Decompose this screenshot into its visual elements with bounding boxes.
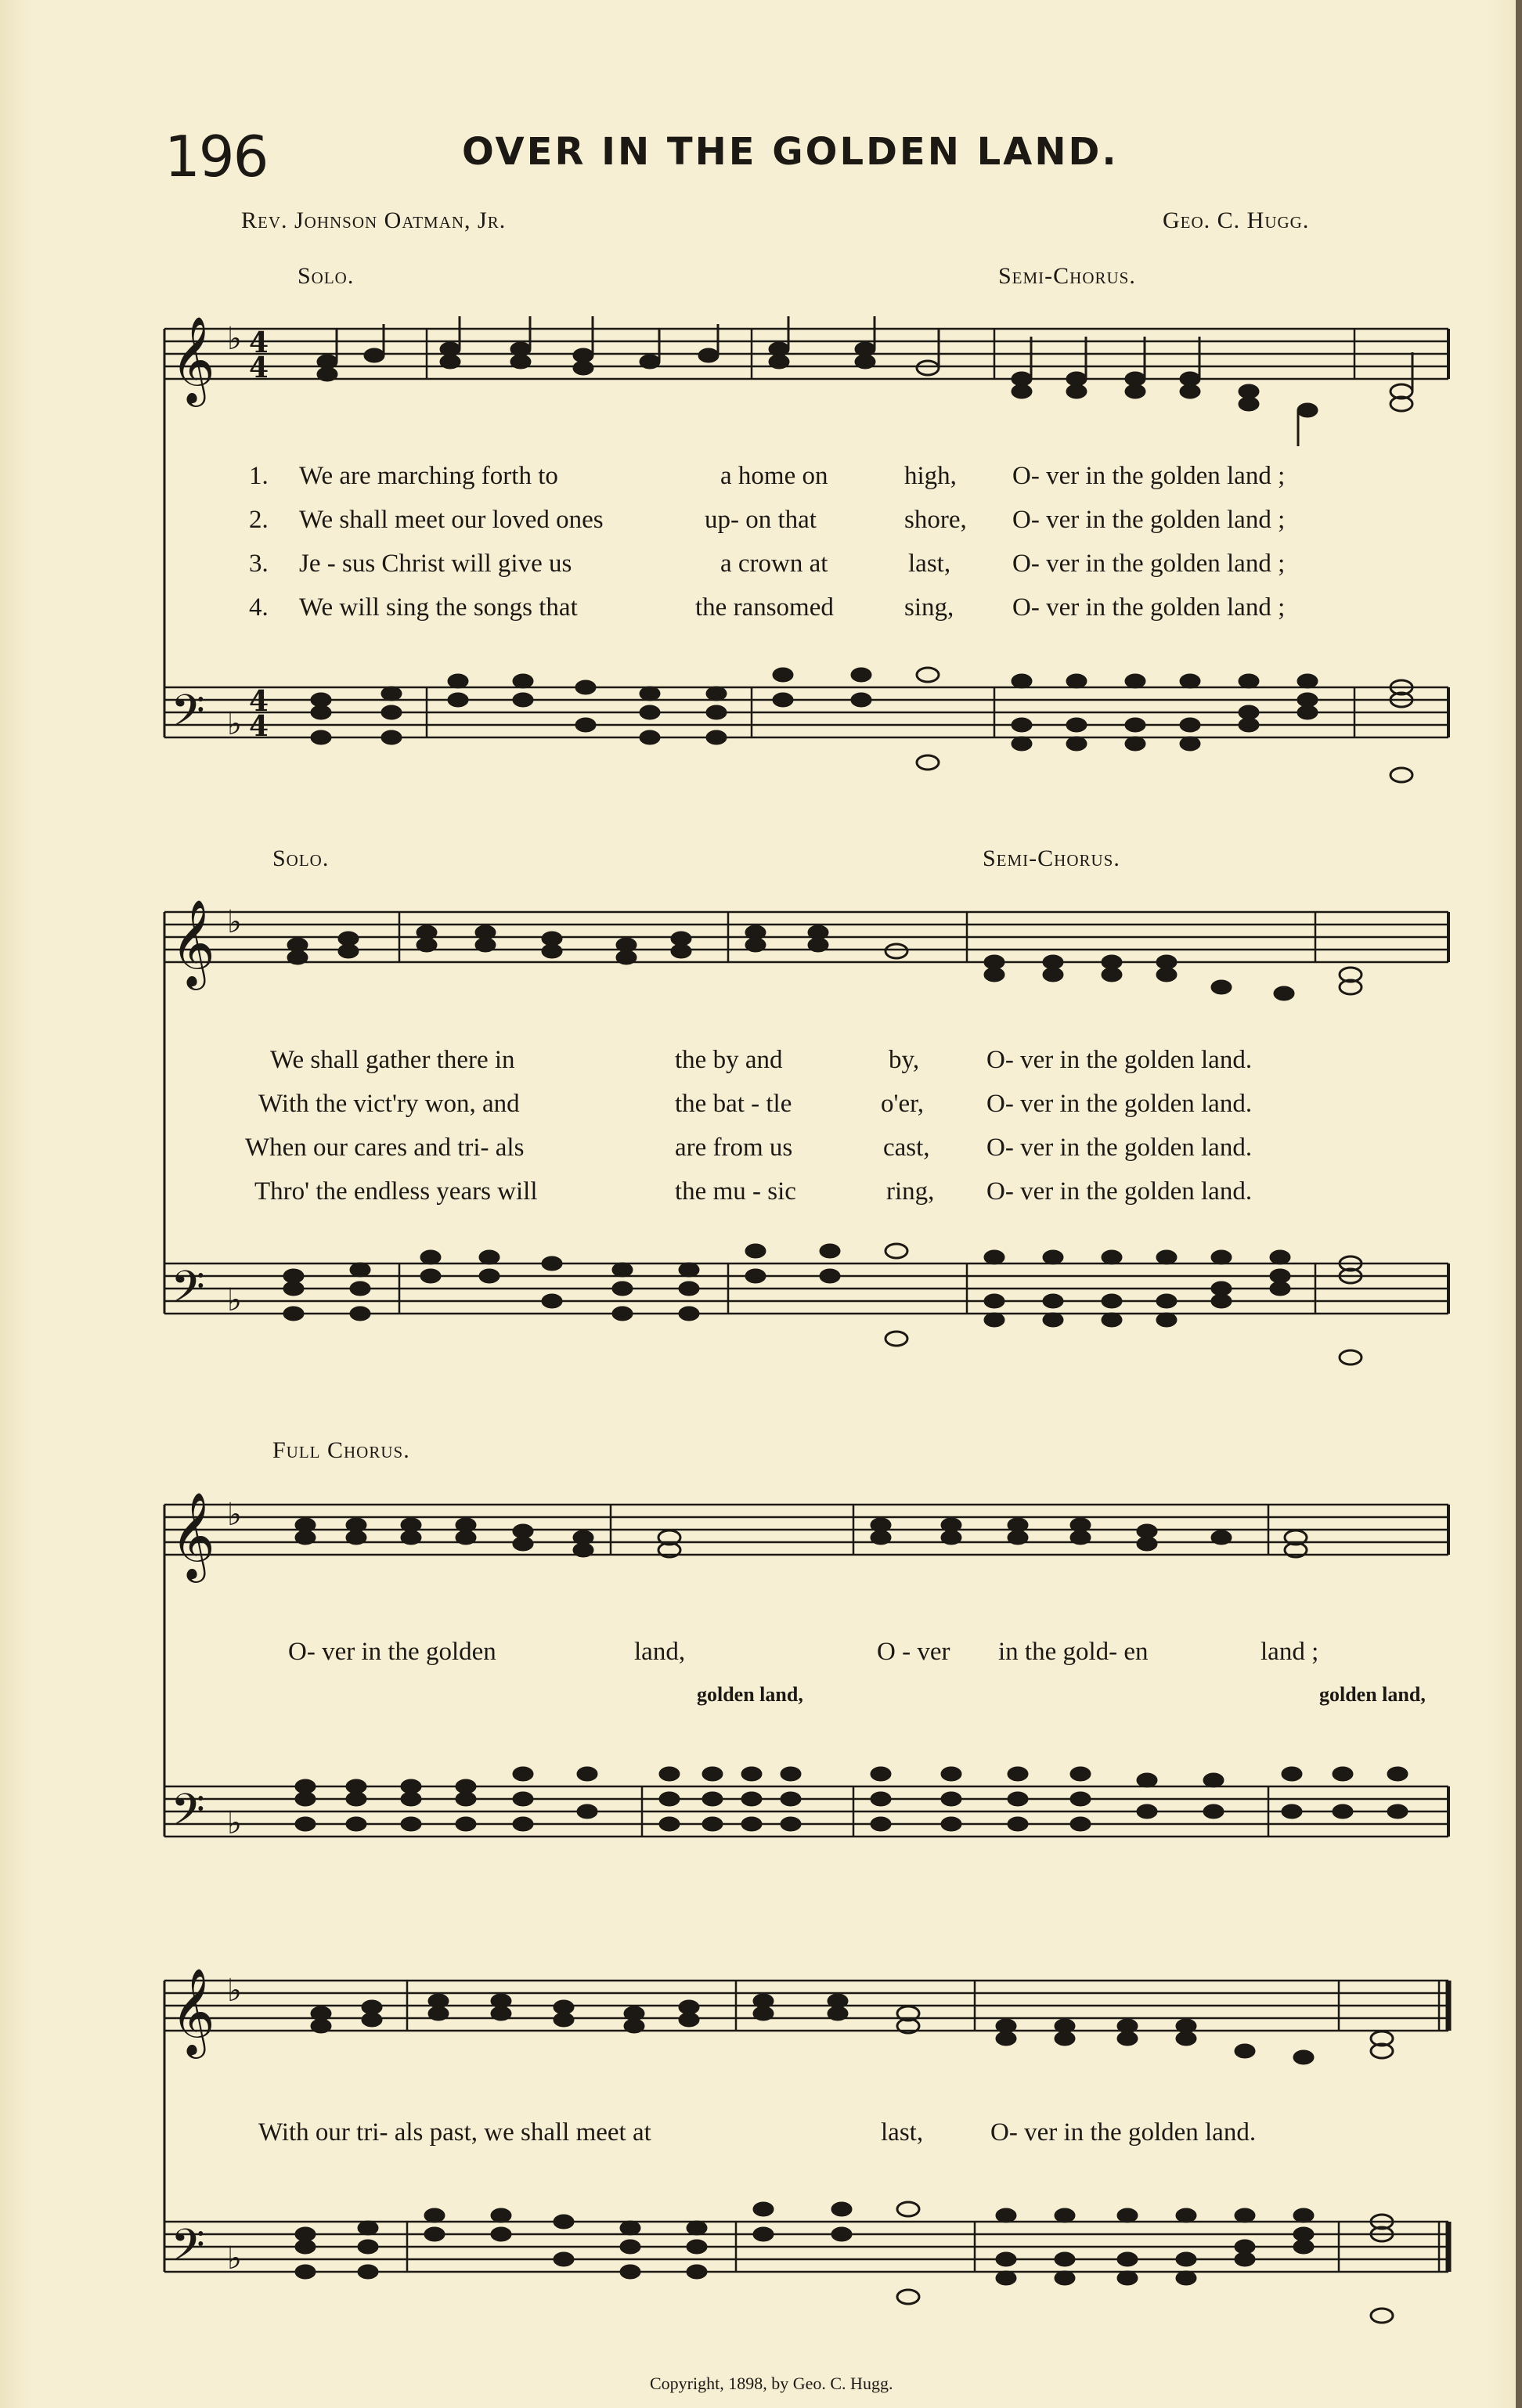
lyric-line: O- ver in the golden land.: [990, 2118, 1257, 2147]
lyric-line: are from us: [675, 1134, 793, 1162]
svg-text:4: 4: [249, 326, 269, 359]
lyric-line: Je - sus Christ will give us: [299, 550, 572, 578]
lyric-line: up- on that: [705, 506, 817, 534]
lyric-line: O- ver in the golden land.: [986, 1046, 1253, 1074]
section-label-solo: Solo.: [298, 263, 355, 289]
verse-number: 4.: [249, 593, 269, 622]
lyric-line: O- ver in the golden land.: [986, 1090, 1253, 1118]
lyric-line: O- ver in the golden land ;: [1012, 550, 1286, 578]
lyric-line: a home on: [720, 462, 828, 490]
verse-number: 3.: [249, 550, 269, 578]
echo-lyric: golden land,: [1319, 1683, 1426, 1706]
svg-text:4: 4: [249, 710, 269, 743]
lyric-line: land ;: [1261, 1638, 1319, 1666]
svg-text:♭: ♭: [227, 904, 242, 940]
svg-text:4: 4: [249, 685, 269, 718]
section-label-solo: Solo.: [272, 845, 330, 871]
svg-text:♭: ♭: [227, 2240, 242, 2276]
lyric-line: land,: [634, 1638, 686, 1666]
svg-text:𝄞: 𝄞: [171, 1967, 215, 2055]
svg-text:𝄢: 𝄢: [171, 1262, 205, 1324]
section-label-semi-chorus: Semi-Chorus.: [998, 263, 1136, 289]
lyric-line: We are marching forth to: [299, 462, 558, 490]
lyric-line: When our cares and tri- als: [245, 1134, 525, 1162]
lyric-line: O - ver: [877, 1638, 950, 1666]
lyric-line: We shall gather there in: [270, 1046, 515, 1074]
composer-credit: Geo. C. Hugg.: [1163, 207, 1310, 233]
svg-text:♭: ♭: [227, 321, 242, 357]
svg-text:♭: ♭: [227, 1497, 242, 1533]
hymn-title: OVER IN THE GOLDEN LAND.: [462, 130, 1119, 174]
lyric-line: o'er,: [881, 1090, 925, 1118]
svg-text:𝄢: 𝄢: [171, 2220, 205, 2282]
lyric-line: the mu - sic: [675, 1177, 796, 1206]
svg-text:♭: ♭: [227, 1973, 242, 2009]
lyric-line: O- ver in the golden land ;: [1012, 462, 1286, 490]
lyric-line: sing,: [904, 593, 954, 622]
lyric-line: a crown at: [720, 550, 828, 578]
svg-text:♭: ♭: [227, 1805, 242, 1841]
lyric-line: We will sing the songs that: [299, 593, 578, 622]
lyric-line: O- ver in the golden: [288, 1638, 496, 1666]
lyric-line: shore,: [904, 506, 967, 534]
section-label-semi-chorus: Semi-Chorus.: [983, 845, 1120, 871]
lyric-line: high,: [904, 462, 957, 490]
svg-text:4: 4: [249, 351, 269, 384]
lyric-line: last,: [881, 2118, 924, 2147]
lyricist-credit: Rev. Johnson Oatman, Jr.: [241, 207, 507, 233]
treble-staff: [164, 329, 1448, 379]
svg-text:𝄞: 𝄞: [171, 1491, 215, 1579]
lyric-line: We shall meet our loved ones: [299, 506, 604, 534]
lyric-line: last,: [908, 550, 951, 578]
lyric-line: O- ver in the golden land.: [986, 1134, 1253, 1162]
lyric-line: With our tri- als past, we shall meet at: [258, 2118, 651, 2147]
lyric-line: by,: [889, 1046, 920, 1074]
lyric-line: the ransomed: [695, 593, 834, 622]
lyric-line: the bat - tle: [675, 1090, 792, 1118]
lyric-line: cast,: [883, 1134, 930, 1162]
lyric-line: in the gold- en: [998, 1638, 1149, 1666]
hymn-number: 196: [164, 124, 268, 189]
lyric-line: O- ver in the golden land ;: [1012, 506, 1286, 534]
svg-text:𝄢: 𝄢: [171, 1785, 205, 1847]
lyric-line: ring,: [886, 1177, 935, 1206]
lyric-line: Thro' the endless years will: [254, 1177, 538, 1206]
svg-text:♭: ♭: [227, 706, 242, 742]
bass-clef-icon: 𝄢: [171, 686, 205, 748]
lyric-line: O- ver in the golden land ;: [1012, 593, 1286, 622]
lyric-line: O- ver in the golden land.: [986, 1177, 1253, 1206]
section-label-full-chorus: Full Chorus.: [272, 1437, 410, 1463]
verse-number: 1.: [249, 462, 269, 490]
treble-clef-icon: 𝄞: [171, 315, 215, 403]
copyright-notice: Copyright, 1898, by Geo. C. Hugg.: [650, 2374, 893, 2393]
lyric-line: With the vict'ry won, and: [258, 1090, 520, 1118]
lyric-line: the by and: [675, 1046, 783, 1074]
verse-number: 2.: [249, 506, 269, 534]
svg-text:♭: ♭: [227, 1282, 242, 1318]
echo-lyric: golden land,: [697, 1683, 803, 1706]
svg-text:𝄞: 𝄞: [171, 899, 215, 986]
